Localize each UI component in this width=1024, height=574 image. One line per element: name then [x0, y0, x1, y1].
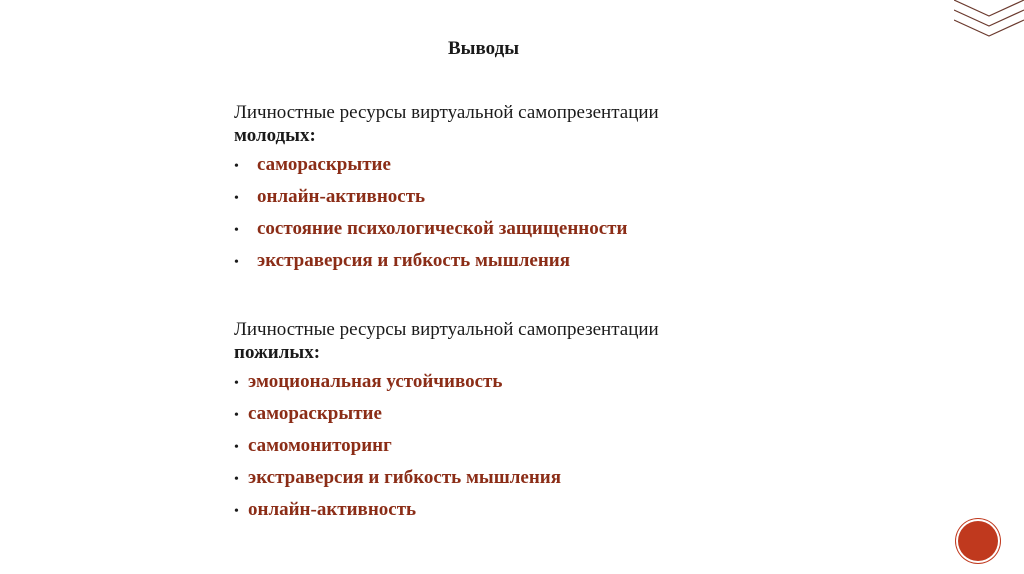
section-group-label: молодых:	[234, 125, 316, 146]
bullet-icon: •	[234, 408, 239, 423]
section-elderly	[234, 318, 854, 531]
resource-list	[234, 154, 854, 282]
list-item	[234, 403, 854, 435]
bullet-icon: •	[234, 376, 239, 391]
list-item	[234, 467, 854, 499]
list-item	[234, 218, 854, 250]
list-item	[234, 499, 854, 531]
list-item	[234, 186, 854, 218]
bullet-icon: •	[234, 223, 239, 238]
section-intro	[234, 101, 854, 147]
section-intro-text: Личностные ресурсы виртуальной самопрезентации	[234, 102, 659, 123]
list-item-text: самораскрытие	[248, 403, 382, 424]
slide-title: Выводы	[448, 38, 520, 59]
list-item	[234, 371, 854, 403]
list-item-text: экстраверсия и гибкость мышления	[257, 250, 571, 271]
list-item-text: экстраверсия и гибкость мышления	[248, 467, 562, 488]
bullet-icon: •	[234, 159, 239, 174]
list-item	[234, 154, 854, 186]
list-item-text: онлайн-активность	[248, 499, 417, 520]
list-item	[234, 435, 854, 467]
bullet-icon: •	[234, 472, 239, 487]
section-group-label: пожилых:	[234, 342, 321, 363]
bullet-icon: •	[234, 191, 239, 206]
chevron-double-down-icon	[954, 0, 1024, 44]
list-item-text: самораскрытие	[257, 154, 391, 175]
list-item-text: онлайн-активность	[257, 186, 426, 207]
bullet-icon: •	[234, 255, 239, 270]
list-item	[234, 250, 854, 282]
slide-number-badge[interactable]	[958, 521, 998, 561]
list-item-text: состояние психологической защищенности	[257, 218, 628, 239]
section-young	[234, 101, 854, 282]
section-intro-text: Личностные ресурсы виртуальной самопрезентации	[234, 319, 659, 340]
resource-list	[234, 371, 854, 531]
list-item-text: эмоциональная устойчивость	[248, 371, 503, 392]
bullet-icon: •	[234, 440, 239, 455]
bullet-icon: •	[234, 504, 239, 519]
list-item-text: самомониторинг	[248, 435, 392, 456]
section-intro	[234, 318, 854, 364]
